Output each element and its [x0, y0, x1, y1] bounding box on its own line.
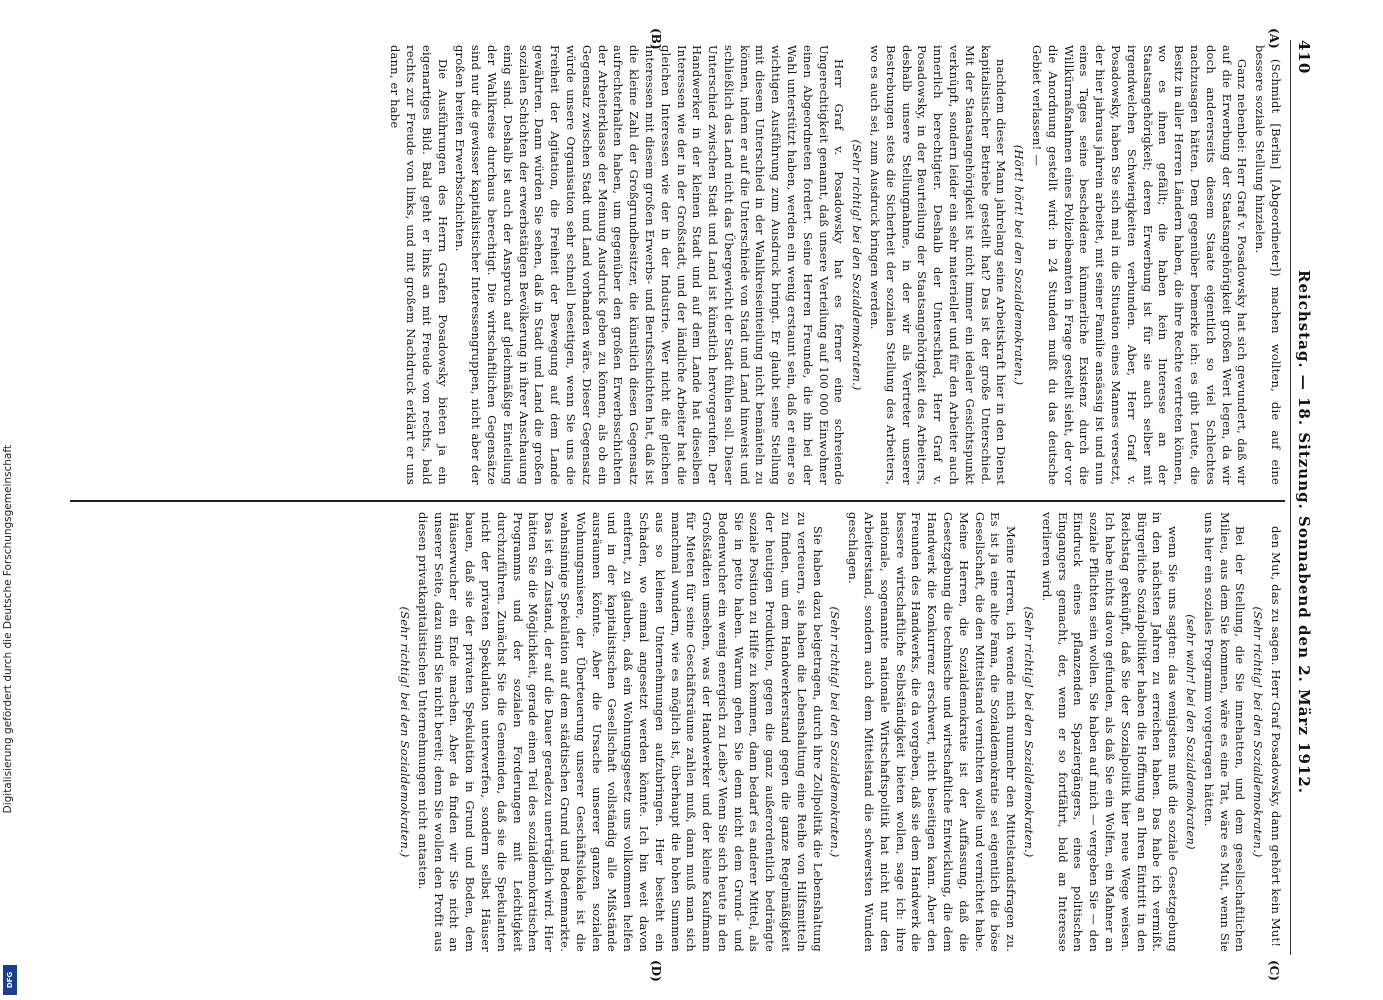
column-marker-b: (B)	[649, 28, 663, 50]
column-marker-a: (A)	[1267, 28, 1281, 49]
page-number: 410	[1295, 40, 1313, 75]
paragraph: Ganz nebenbei: Herr Graf v. Posadowsky hat sich gewundert, daß wir auf die Erwerbung der Staatsangehörigkeit großen Wert legen, da wir doch andererseits diesem Staate eigentlich so viel Schlechtes nachzusagen hätten. Dem gegenüber bemerke ich: es gibt Leute, die Besitz in aller Herren Ländern haben, die ihre Rechte vertreten können, wo es ihnen gefällt; die haben kein Interesse an der Staatsangehörigkeit; deren Erwerbung ist für sie auch selber mit irgendwelchen Schwierigkeiten verbunden. Aber, Herr Graf v. Posadowsky, haben Sie sich mal in die Situation eines Mannes versetzt, der hier jahraus jahrein arbeitet, mit seiner Familie ansässig ist und nun eines Tages seine bescheidene kümmerliche Existenz durch die Willkürmaßnahmen eines Polizeibeamten in Frage gestellt sieht, der vor die Anordnung gestellt wird: in 24 Stunden mußt du das deutsche Gebiet verlassen! —	[1030, 45, 1250, 485]
paragraph: wenn Sie uns sagten: das wenigstens muß die soziale Gesetzgebung in den nächsten Jahren zu erreichen haben. Das habe ich vermißt. Bürgerliche Sozialpolitiker haben die Hoffnung an Ihren Eintritt in den Reichstag geknüpft, daß Sie der Sozialpolitik hier neue Wege weisen. Ich habe nichts davon gefunden, als daß Sie ein Wolfen, ein Mahner an soziale Pflichten sein wollen. Sie haben auf mich — vergeben Sie — den Eindruck eines pflanzenden Spaziergängers, eines politischen Eingangers gemacht, der, wenn er so fortfährt, bald an Interesse verlieren wird.	[1039, 512, 1181, 952]
interjection: (sehr wahr! bei den Sozialdemokraten)	[1184, 614, 1199, 850]
paragraph: Bei der Stellung, die Sie innehatten, und dem gesellschaftlichen Milieu, aus dem Sie kommen, wäre es eine Tat, wäre es Mut, wenn Sie uns hier ein soziales Programm vorgetragen hätten.	[1201, 512, 1248, 952]
interjection: (Hört! hört! bei den Sozialdemokraten.)	[1012, 144, 1027, 386]
paragraph: (Schmidt [Berlin] [Abgeordneter]) machen wollten, die auf eine bessere soziale Stellung hinzielen.	[1253, 45, 1283, 485]
left-text-column	[73, 45, 1283, 485]
interjection: (Sehr richtig! bei den Sozialdemokraten.)	[1251, 606, 1266, 858]
interjection: (Sehr richtig! bei den Sozialdemokraten.)	[828, 606, 843, 858]
dfg-logo-icon	[3, 965, 17, 995]
paragraph: Meine Herren, ich wende mich nunmehr den Mittelstandsfragen zu. Es ist ja eine alte Fama, die Sozialdemokratie sei eigentlich die böse Gesellschaft, die den Mittelstand vernichten wolle und vernichtet habe. Meine Herren, die Sozialdemokratie ist der Auffassung, daß die Gesetzgebung die technische und wirtschaftliche Entwicklung, die dem Handwerk die Konkurrenz erschwert, nicht beseitigen kann. Aber den Freunden des Handwerks, die da vorgeben, daß sie dem Handwerk die bessere wirtschaftliche Selbständigkeit bieten wollen, sage ich: ihre nationale, sogenannte nationale Wirtschaftspolitik hat nicht nur den Arbeiterstand, sondern auch dem Mittelstand die schwersten Wunden geschlagen.	[846, 512, 1019, 952]
digitization-credit	[2, 440, 18, 1000]
page-running-title: Reichstag. — 18. Sitzung. Sonnabend den 2. März 1912.	[1295, 270, 1313, 795]
interjection: (Sehr richtig! bei den Sozialdemokraten.)	[850, 139, 865, 391]
column-divider	[70, 500, 1285, 502]
page-header	[1290, 40, 1313, 955]
paragraph: Sie haben dazu beigetragen, durch ihre Zollpolitik die Lebenshaltung zu verteuern, sie haben die Lebenshaltung eine Reihe von Hilfsmitteln zu finden, um dem Handwerkerstand gegen die ganze Regelmäßigkeit der heutigen Produktion, gegen die ganz außerordentlich bedrängte soziale Position zu Hilfe zu kommen, dann bedarf es anderer Mittel, als Sie in petto haben. Warum gehen Sie denn nicht dem Grund- und Bodenwucher ein wenig energisch zu Leibe? Wenn Sie sich heute in den Großstädten umsehen, was der Handwerker und der kleine Kaufmann für Mieten für seine Geschäftsräume zahlen muß, dann muß man sich manchmal wundern, wie es möglich ist, überhaupt die hohen Summen aus so kleinen Unternehmungen aufzubringen. Hier besteht ein Schaden, wo einmal angesetzt werden könnte. Ich bin weit davon entfernt, zu glauben, daß ein Wohnungsgesetz uns vollkommen helfen und in der kapitalistischen Gesellschaft vollständig alle Mißstände ausräumen könnte. Aber die Ursache unserer ganzen sozialen Wohnungsmisere, der Überteuerung unserer Geschäftslokale ist die wahnsinnige Spekulation auf dem städtischen Grund und Bodenmarkte. Das ist ein Zustand, der auf die Dauer geradezu unerträglich wird. Hier hätten Sie die Möglichkeit, gerade einen Teil des sozialdemokratischen Programms und der sozialen Forderungen mit Leichtigkeit durchzuführen. Zunächst Sie die Gemeinden, daß sie die Spekulanten nicht der privaten Spekulation unterwerfen, sondern selbst Häuser bauen, daß sie der privaten Spekulation in Grund und Boden, dem Häuserwucher ein Ende machen. Aber da finden wir Sie nicht an unserer Seite, dazu sind Sie nicht bereit; denn Sie wollen den Profit aus diesen privatkapitalistischen Unternehmungen nicht antasten.	[415, 512, 825, 952]
paragraph: nachdem dieser Mann jahrelang seine Arbeitskraft hier in den Dienst kapitalistischer Betriebe gestellt hat? Das ist der große Unterschied. Mit der Staatsangehörigkeit ist nicht immer ein idealer Gesichtspunkt verknüpft, sondern leider ein sehr materieller und für den Arbeiter auch innerlich berechtigter. Deshalb der Unterschied, Herr Graf v. Posadowsky, in der Beurteilung der Staatsangehörigkeit des Arbeiters, deshalb unsere Stellungnahme, in der wir als Vertreter unserer Bestrebungen stets die Sicherheit der sozialen Stellung des Arbeiters, wo es auch sei, zum Ausdruck bringen werden.	[868, 45, 1009, 485]
column-marker-d: (D)	[649, 960, 663, 982]
paragraph: Herr Graf v. Posadowsky hat es ferner eine schreiende Ungerechtigkeit genannt, daß unsere Verteilung auf 100 000 Einwohner einen Abgeordneten fordert. Seine Herren Freunde, die ihn bei der Wahl unterstützt haben, werden ein wenig erstaunt sein, daß er einer so wichtigen Ausführung zum Ausdruck bringt. Er glaubt seine Stellung mit diesem Unterschied in der Wahlkreiseinteilung nicht bemänteln zu können, indem er auf die Unterschiede von Stadt und Land hinweist und schließlich das Land nicht das Übergewicht der Stadt fühlen soll. Dieser Unterschied zwischen Stadt und Land ist künstlich hervorgerufen. Der Handwerker in der kleinen Stadt und auf dem Lande hat dieselben Interessen wie der in der Großstadt, und der ländliche Arbeiter hat die gleichen Interessen wie der in der Industrie. Wer nicht die gleichen Interessen mit diesem großen Erwerbs- und Berufsschichten hat, daß ist die kleine Zahl der Großgrundbesitzer, die künstlich diesen Gegensatz aufrechterhalten haben, um gegenüber den großen Erwerbsschichten der Arbeiterklasse der Meinung Ausdruck geben zu können, als ob ein Gegensatz zwischen Stadt und Land vorhanden wäre. Dieser Gegensatz würde unsere Organisation sehr schnell beseitigen, wenn Sie uns die Freiheit der Agitation, die Freiheit der Bewegung auf dem Lande gewährten. Dann würden Sie sehen, daß in Stadt und Land die großen sozialen Schichten der erwerbstätigen Bevölkerung in ihrer Anschauung einig sind. Deshalb ist auch der Anspruch auf gleichmäßige Einteilung der Wahlkreise durchaus berechtigt. Die wirtschaftlichen Gegensätze sind nur die gewisser kapitalistischer Interessengruppen, nicht aber der großen breiten Erwerbsschichten.	[453, 45, 847, 485]
dfg-logo-text: DFG	[6, 971, 14, 989]
interjection: (Sehr richtig! bei den Sozialdemokraten.)	[397, 606, 412, 858]
paragraph: den Mut, das zu sagen. Herr Graf Posadowsky, dann gehört kein Mut!	[1269, 526, 1283, 948]
interjection: (Sehr richtig! bei den Sozialdemokraten.)	[1022, 606, 1037, 858]
right-text-column	[73, 512, 1283, 952]
credit-text: Digitalisierung gefördert durch die Deutsche Forschungsgemeinschaft	[2, 445, 14, 814]
paragraph: Die Ausführungen des Herrn Grafen Posadowsky bieten ja ein eigenartiges Bild. Bald geht er links an mit Freude von rechts, bald rechts zur Freude von links, und mit großem Nachdruck erklärt er uns dann, er habe	[388, 45, 450, 485]
column-marker-c: (C)	[1267, 960, 1281, 981]
